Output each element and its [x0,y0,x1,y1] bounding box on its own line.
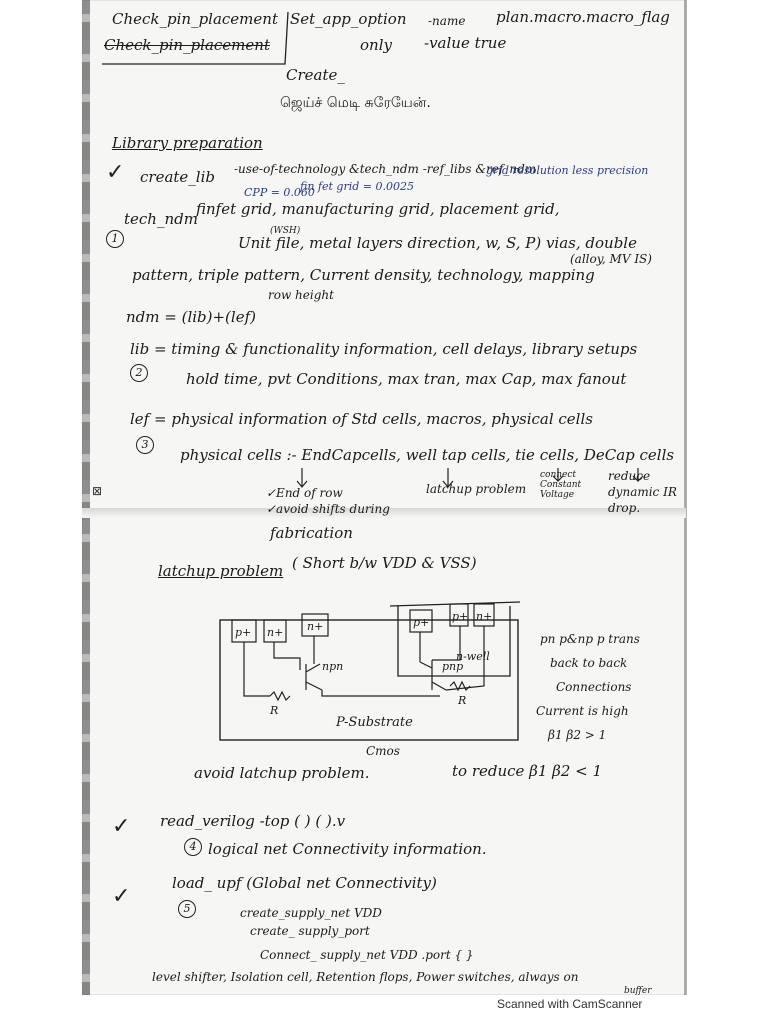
number-2: 2 [130,364,148,382]
alloy-note: (alloy, MV IS) [570,252,652,266]
note-finfet: fin fet grid = 0.0025 [300,180,414,193]
label-pnp: pnp [442,660,464,673]
logical-net: logical net Connectivity information. [208,840,487,858]
label-n-plus-2: n+ [307,620,324,633]
side-note-1: pn p&np p trans [540,632,640,646]
side-note-2: back to back [550,656,628,670]
connect-supply-net: Connect_ supply_net VDD .port { } [260,948,474,962]
connect-constant-voltage: connect Constant Voltage [540,470,582,500]
side-note-3: Connections [556,680,632,694]
end-of-row: ✓End of row [266,486,343,500]
check-mark-1: ✓ [106,160,125,185]
fabrication: fabrication [270,524,353,542]
scanner-watermark: Scanned with CamScanner [497,997,643,1011]
label-n-plus-3: n+ [476,610,493,623]
label-p-plus-2: p+ [413,616,430,629]
reduce-beta: to reduce β1 β2 < 1 [452,762,603,780]
create-supply-port: create_ supply_port [250,924,370,938]
library-heading: Library preparation [112,134,263,152]
create-lib: create_lib [140,168,215,186]
avoid-latchup: avoid latchup problem. [194,764,370,782]
latchup-short: ( Short b/w VDD & VSS) [292,554,477,572]
check-mark-3: ✓ [112,884,131,909]
cmd-only: only [360,36,392,54]
load-upf: load_ upf (Global net Connectivity) [172,874,437,892]
create-lib-args: -use-of-technology &tech_ndm -ref_libs &ref_ndm [234,162,537,176]
tech-ndm-text: finfet grid, manufacturing grid, placement grid, [196,200,560,218]
note-cpp: CPP = 0.060 [244,186,315,199]
side-note-5: β1 β2 > 1 [548,728,607,742]
number-4: 4 [184,838,202,856]
label-p-substrate: P-Substrate [336,715,413,730]
physical-cells-line: physical cells :- EndCapcells, well tap cells, tie cells, DeCap cells [180,446,675,464]
read-verilog: read_verilog -top ( ) ( ).v [160,812,346,830]
label-p-plus-1: p+ [235,626,252,639]
header-box [100,8,300,68]
check-pin-placement-2: Check_pin_placement [104,36,270,54]
latchup-heading: latchup problem [158,562,284,580]
reduce-ir-drop: reduce dynamic IR drop. [608,469,677,515]
label-r2: R [458,694,467,707]
tech-line-2: Unit file, metal layers direction, w, S, P) vias, double [238,234,637,252]
script-line: ஜெய்ச் மெடி சுரேயேன். [280,95,431,111]
label-npn: npn [322,660,344,673]
number-1: 1 [106,230,124,248]
create-text: Create_ [286,66,345,84]
label-nwell: n-well [456,650,490,663]
cmos-label: Cmos [366,744,400,758]
number-3: 3 [136,436,154,454]
lib-line-1: lib = timing & functionality information, cell delays, library setups [130,340,638,358]
lib-line-2: hold time, pvt Conditions, max tran, max Cap, max fanout [186,370,627,388]
label-p-plus-3: p+ [452,610,469,623]
buffer-note: buffer [624,986,652,996]
label-n-plus-1: n+ [267,626,284,639]
create-supply-net: create_supply_net VDD [240,906,382,920]
number-5: 5 [178,900,196,918]
check-mark-2: ✓ [112,814,131,839]
row-height: row height [268,288,334,302]
note-grid-resolution: grid resolution less precision [486,164,649,177]
bottom-line: level shifter, Isolation cell, Retention flops, Power switches, always on [152,970,579,984]
ndm-line: ndm = (lib)+(lef) [126,308,256,326]
label-r1: R [270,704,279,717]
avoid-shifts: ✓avoid shifts during [266,502,390,516]
note-wsh: (WSH) [270,226,301,236]
latchup-problem-note: latchup problem [426,482,527,496]
tech-ndm-label: tech_ndm [124,210,198,228]
cmd-name-value: plan.macro.macro_flag [496,8,670,26]
side-note-4: Current is high [536,704,629,718]
latchup-cross-section [210,598,530,746]
check-pin-placement-1: Check_pin_placement [112,10,278,28]
set-app-option: Set_app_option [290,10,407,28]
cmd-name-flag: -name [428,14,466,28]
tech-line-3: pattern, triple pattern, Current density, technology, mapping [132,266,595,284]
corner-mark: ⊠ [92,484,103,498]
notebook-binding [82,0,90,995]
lef-line-1: lef = physical information of Std cells, macros, physical cells [130,410,593,428]
cmd-value-true: -value true [424,34,507,52]
